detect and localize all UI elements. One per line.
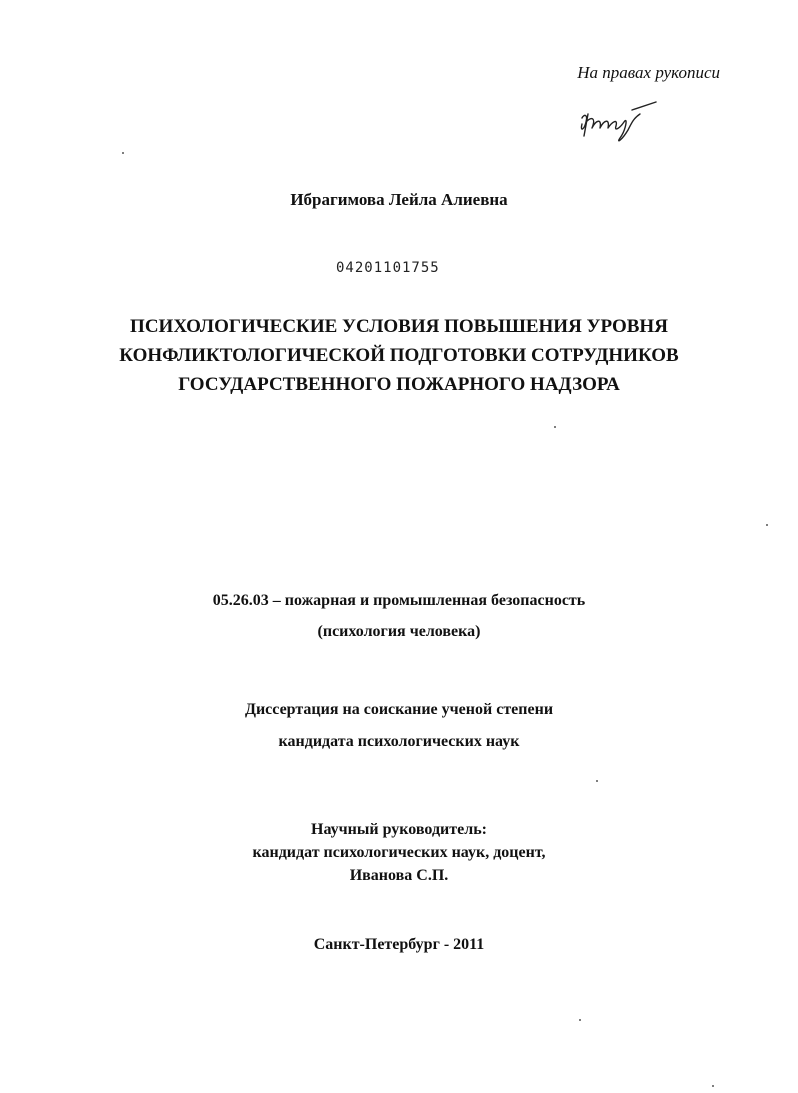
supervisor-name: Иванова С.П. [349, 867, 449, 884]
supervisor-block [0, 818, 798, 887]
supervisor-credentials: кандидат психологических наук, доцент, [252, 844, 546, 861]
degree-line-1: Диссертация на соискание ученой степени [244, 701, 554, 718]
city-year: Санкт-Петербург - 2011 [313, 936, 485, 953]
degree-block [0, 694, 798, 758]
signature-icon [574, 96, 674, 146]
scan-speck [122, 152, 124, 154]
title-line-1: ПСИХОЛОГИЧЕСКИЕ УСЛОВИЯ ПОВЫШЕНИЯ УРОВНЯ [130, 316, 668, 337]
dissertation-title [0, 312, 798, 399]
document-code: 04201101755 [336, 260, 440, 276]
scan-speck [579, 1019, 581, 1021]
scan-speck [554, 426, 556, 428]
author-name: Ибрагимова Лейла Алиевна [290, 190, 508, 209]
supervisor-label: Научный руководитель: [311, 821, 487, 838]
scan-speck [712, 1085, 714, 1087]
degree-line-2: кандидата психологических наук [278, 733, 520, 750]
scan-speck [766, 524, 768, 526]
specialty-code: 05.26.03 – пожарная и промышленная безопасность [212, 592, 586, 609]
title-line-3: ГОСУДАРСТВЕННОГО ПОЖАРНОГО НАДЗОРА [178, 374, 620, 395]
specialty-subtitle: (психология человека) [317, 623, 481, 640]
scan-speck [596, 780, 598, 782]
specialty-block [0, 585, 798, 647]
title-line-2: КОНФЛИКТОЛОГИЧЕСКОЙ ПОДГОТОВКИ СОТРУДНИКОВ [119, 345, 679, 366]
rights-note: На правах рукописи [577, 63, 720, 82]
